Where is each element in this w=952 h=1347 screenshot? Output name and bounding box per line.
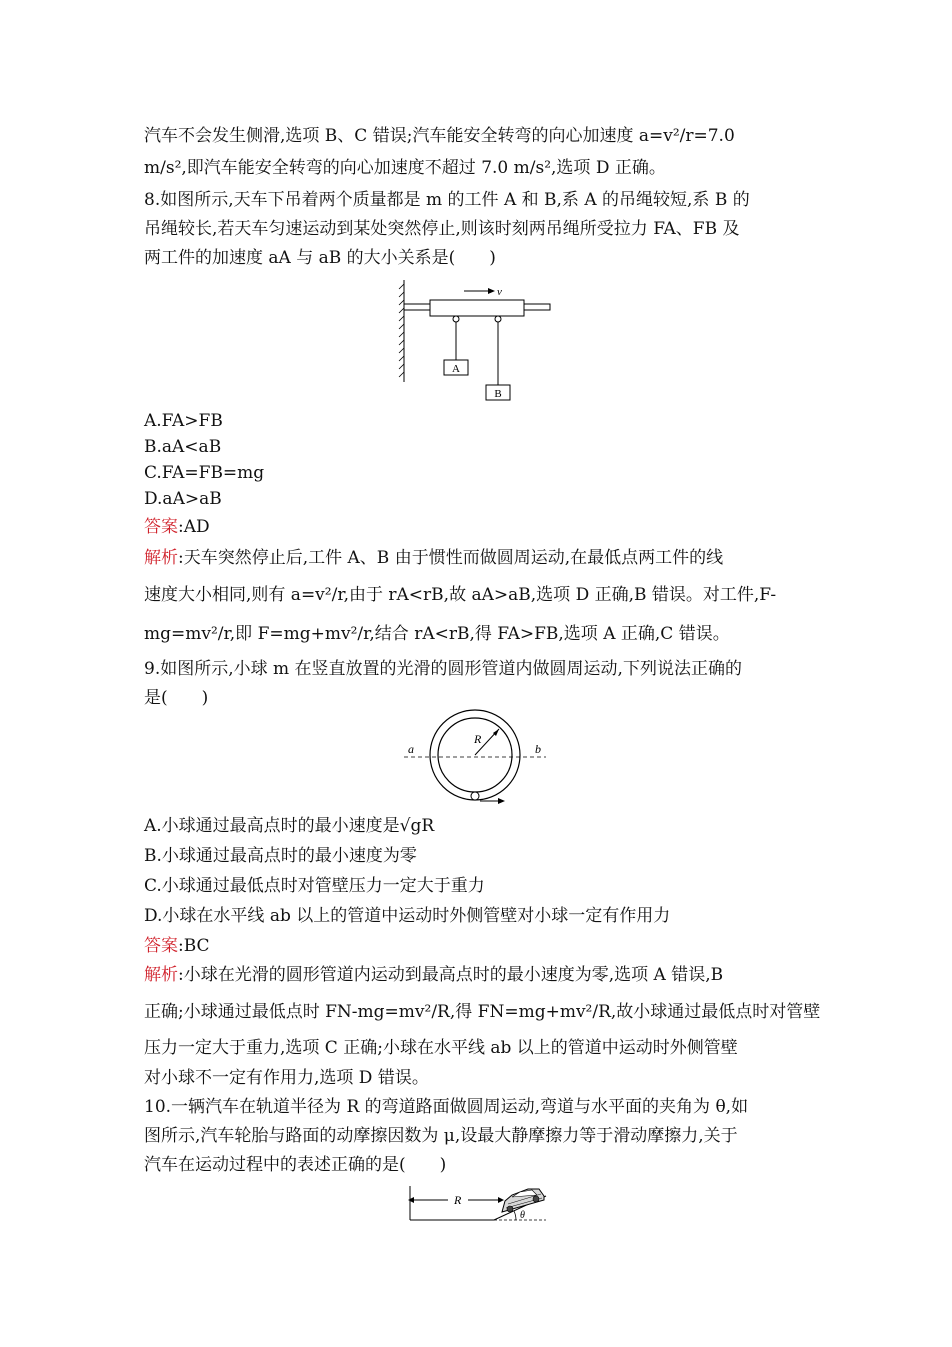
text-line: 汽车不会发生侧滑,选项 B、C 错误;汽车能安全转弯的向心加速度 a=v²/r=7.0 (144, 126, 735, 146)
option-a: A.FA>FB (144, 411, 223, 431)
analysis-line: 对小球不一定有作用力,选项 D 错误。 (144, 1068, 429, 1088)
analysis-label: 解析 (144, 965, 178, 985)
crane-figure (396, 278, 556, 404)
option-b: B.小球通过最高点时的最小速度为零 (144, 846, 417, 866)
question-8-line: 两工件的加速度 aA 与 aB 的大小关系是( ) (144, 248, 496, 268)
analysis-line (144, 546, 723, 570)
analysis-text: :天车突然停止后,工件 A、B 由于惯性而做圆周运动,在最低点两工件的线 (178, 548, 724, 568)
analysis-label: 解析 (144, 548, 178, 568)
option-c: C.FA=FB=mg (144, 463, 265, 483)
option-b: B.aA<aB (144, 437, 222, 457)
analysis-line: 速度大小相同,则有 a=v²/r,由于 rA<rB,故 aA>aB,选项 D 正确,B 错误。对工件,F- (144, 585, 777, 605)
question-10-line: 汽车在运动过程中的表述正确的是( ) (144, 1155, 447, 1175)
option-c: C.小球通过最低点时对管壁压力一定大于重力 (144, 876, 485, 896)
point-a-label: a (408, 742, 414, 756)
answer-line (144, 515, 210, 539)
point-b-label: b (535, 742, 541, 756)
answer-value: :AD (178, 517, 210, 537)
answer-value: :BC (178, 936, 210, 956)
radius-label: R (474, 732, 482, 746)
banked-curve-figure (404, 1180, 554, 1224)
answer-label: 答案 (144, 517, 178, 537)
analysis-line: 正确;小球通过最低点时 FN-mg=mv²/R,得 FN=mg+mv²/R,故小球通过最低点时对管壁 (144, 1002, 821, 1022)
option-d: D.小球在水平线 ab 以上的管道中运动时外侧管壁对小球一定有作用力 (144, 906, 671, 926)
question-9-line: 是( ) (144, 688, 209, 708)
analysis-line: mg=mv²/r,即 F=mg+mv²/r,结合 rA<rB,得 FA>FB,选项 A 正确,C 错误。 (144, 624, 730, 644)
analysis-line: 压力一定大于重力,选项 C 正确;小球在水平线 ab 以上的管道中运动时外侧管壁 (144, 1038, 738, 1058)
option-d: D.aA>aB (144, 489, 222, 509)
workpiece-a-label: A (452, 363, 460, 375)
analysis-text: :小球在光滑的圆形管道内运动到最高点时的最小速度为零,选项 A 错误,B (178, 965, 724, 985)
radius-label: R (454, 1193, 462, 1207)
velocity-label: v (497, 286, 502, 298)
angle-label: θ (520, 1210, 525, 1221)
car-icon (502, 1189, 544, 1212)
question-8-line: 8.如图所示,天车下吊着两个质量都是 m 的工件 A 和 B,系 A 的吊绳较短,系 B 的 (144, 190, 750, 210)
answer-line (144, 934, 210, 958)
question-10-line: 图所示,汽车轮胎与路面的动摩擦因数为 μ,设最大静摩擦力等于滑动摩擦力,关于 (144, 1126, 738, 1146)
text-line: m/s²,即汽车能安全转弯的向心加速度不超过 7.0 m/s²,选项 D 正确。 (144, 158, 666, 178)
question-9-line: 9.如图所示,小球 m 在竖直放置的光滑的圆形管道内做圆周运动,下列说法正确的 (144, 659, 742, 679)
analysis-line (144, 963, 723, 987)
question-10-line: 10.一辆汽车在轨道半径为 R 的弯道路面做圆周运动,弯道与水平面的夹角为 θ,如 (144, 1097, 749, 1117)
ring-figure (400, 709, 550, 809)
answer-label: 答案 (144, 936, 178, 956)
question-8-line: 吊绳较长,若天车匀速运动到某处突然停止,则该时刻两吊绳所受拉力 FA、FB 及 (144, 219, 740, 239)
workpiece-b-label: B (494, 388, 502, 400)
option-a: A.小球通过最高点时的最小速度是√gR (144, 816, 435, 836)
